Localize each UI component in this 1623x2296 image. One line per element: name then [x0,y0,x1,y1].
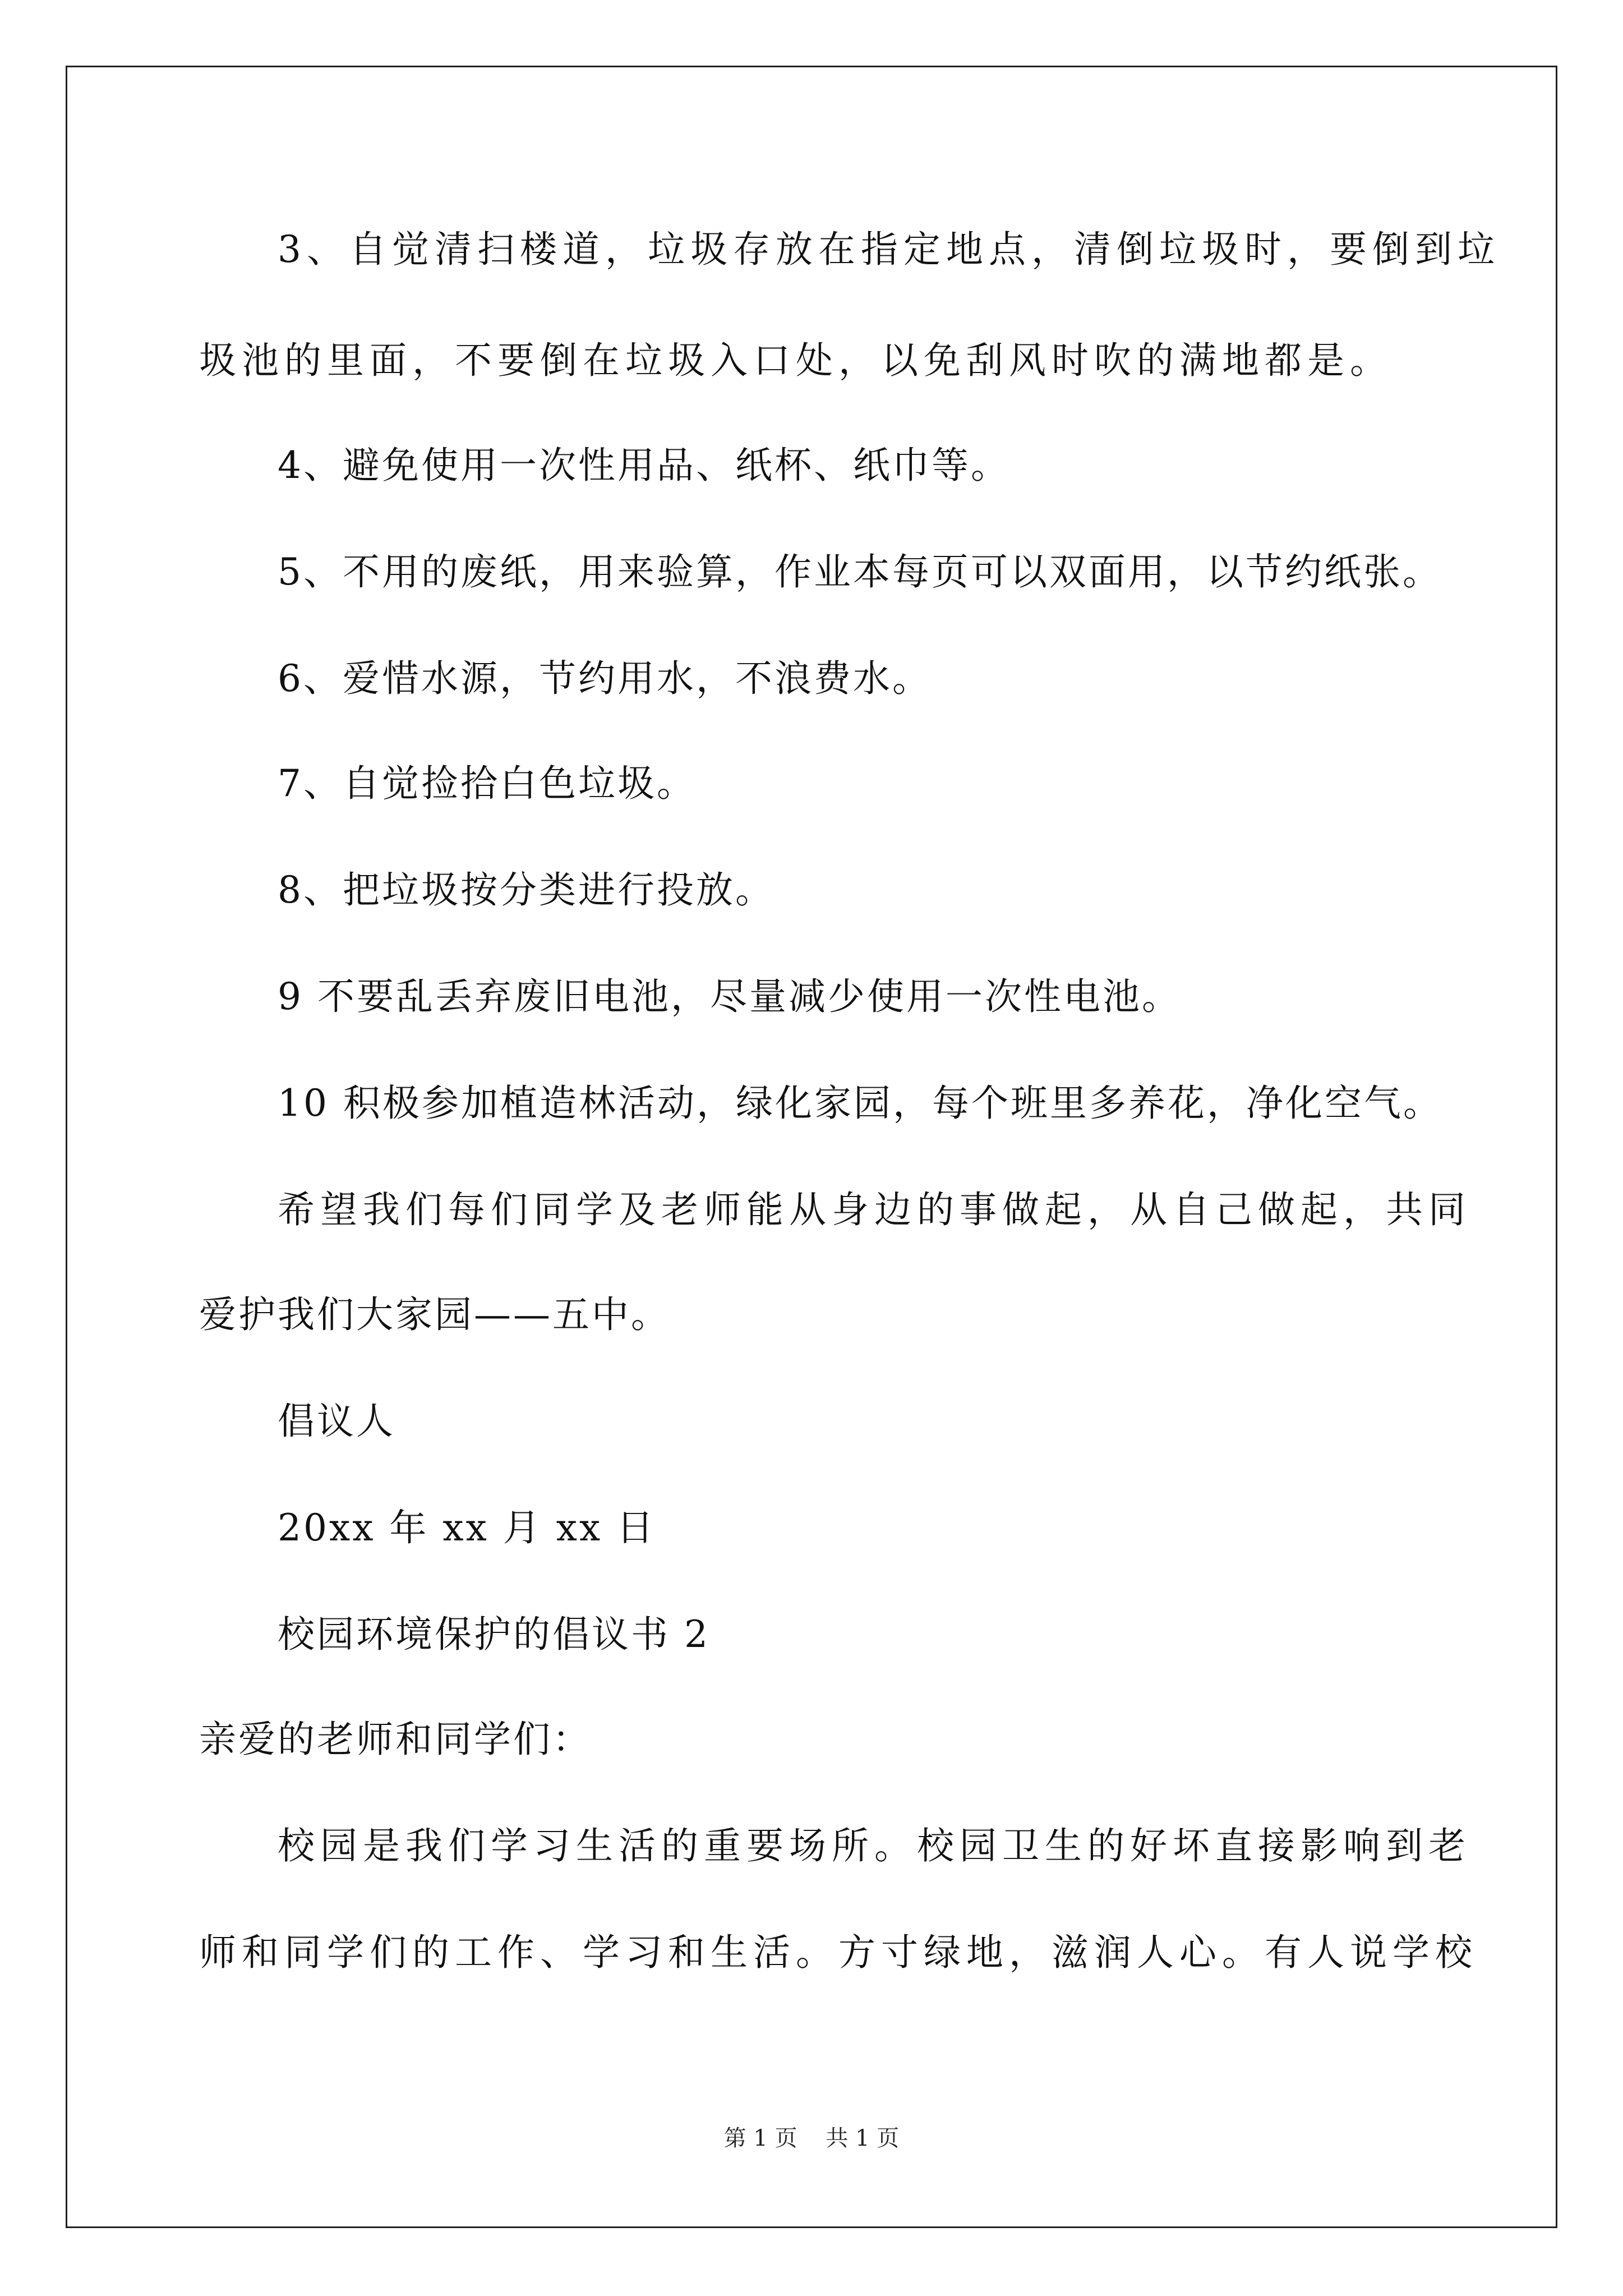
page-number-footer: 第 1 页 共 1 页 [723,2125,900,2151]
date-line: 20xx 年 xx 月 xx 日 [278,1506,656,1549]
item-4: 4、避免使用一次性用品、纸杯、纸巾等。 [278,444,1010,487]
item-9: 9 不要乱丢弃废旧电池，尽量减少使用一次性电池。 [278,975,1181,1018]
salutation: 亲爱的老师和同学们： [199,1718,592,1761]
item-8: 8、把垃圾按分类进行投放。 [278,868,774,912]
item-6: 6、爱惜水源，节约用水，不浪费水。 [278,657,932,700]
body-line-2: 师和同学们的工作、学习和生活。方寸绿地，滋润人心。有人说学校 [199,1931,1478,1974]
item-7: 7、自觉捡拾白色垃圾。 [278,762,696,805]
body-line-1: 校园是我们学习生活的重要场所。校园卫生的好坏直接影响到老 [278,1824,1471,1867]
closing-line-1: 希望我们每们同学及老师能从身边的事做起，从自己做起，共同 [278,1188,1471,1231]
closing-line-2: 爱护我们大家园——五中。 [199,1293,670,1336]
signatory: 倡议人 [278,1400,395,1443]
section-title: 校园环境保护的倡议书 2 [278,1613,710,1656]
item-3-line-2: 圾池的里面，不要倒在垃圾入口处，以免刮风时吹的满地都是。 [199,339,1393,382]
item-5: 5、不用的废纸，用来验算，作业本每页可以双面用，以节约纸张。 [278,550,1442,593]
item-10: 10 积极参加植造林活动，绿化家园，每个班里多养花，净化空气。 [278,1082,1442,1125]
page-border [66,66,1557,2228]
item-3-line-1: 3、自觉清扫楼道，垃圾存放在指定地点，清倒垃圾时，要倒到垃 [278,228,1500,271]
